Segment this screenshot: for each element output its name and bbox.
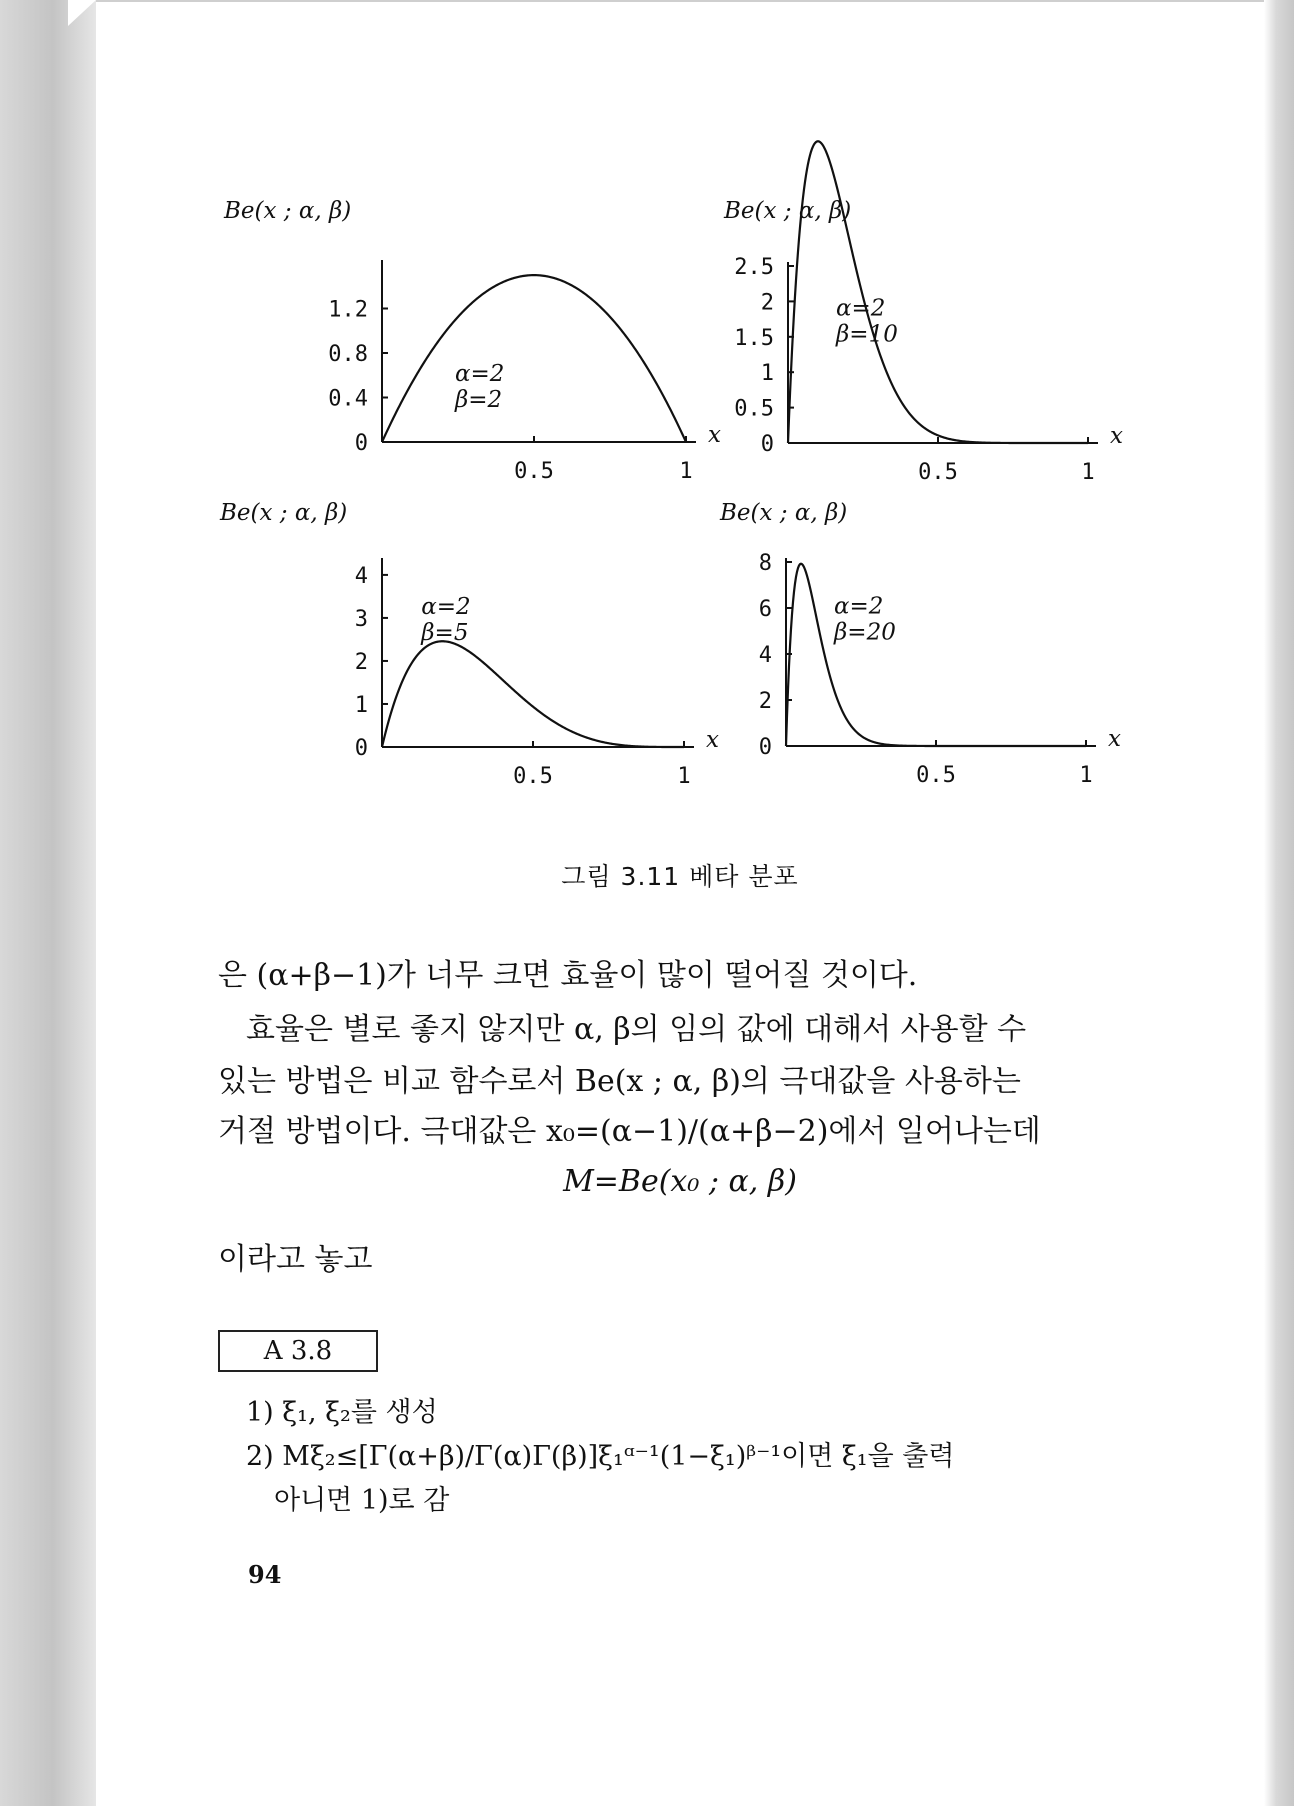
y-tick-label: 0.5 — [734, 396, 774, 422]
chart-4-ylabel: Be(x ; α, β) — [720, 500, 848, 526]
y-tick-label: 1.2 — [328, 297, 368, 323]
x-tick-label: 1 — [677, 764, 691, 789]
x-axis-label: x — [706, 727, 719, 753]
y-tick-label: 4 — [758, 643, 772, 668]
x-tick-label: 1 — [1079, 763, 1093, 788]
algorithm-label: A 3.8 — [218, 1330, 378, 1372]
algorithm-step-3: 아니면 1)로 감 — [274, 1485, 450, 1516]
beta-curve — [382, 275, 686, 442]
chart-3-ylabel: Be(x ; α, β) — [220, 500, 348, 526]
y-tick-label: 3 — [354, 606, 368, 632]
algorithm-step-1: 1) ξ₁, ξ₂를 생성 — [246, 1397, 438, 1428]
paragraph-line-2: 효율은 별로 좋지 않지만 α, β의 임의 값에 대해서 사용할 수 — [246, 1012, 1027, 1047]
chart-3 — [224, 557, 719, 797]
chart-4-svg — [718, 551, 1138, 797]
parameter-annotation: α=2 — [834, 593, 884, 620]
chart-2-ylabel: Be(x ; α, β) — [724, 198, 852, 224]
y-tick-label: 1.5 — [734, 325, 774, 351]
x-tick-label: 0.5 — [513, 764, 553, 789]
x-tick-label: 0.5 — [514, 459, 554, 484]
book-left-edge — [0, 0, 96, 1806]
paragraph-line-4: 거절 방법이다. 극대값은 x₀=(α−1)/(α+β−2)에서 일어나는데 — [218, 1114, 1041, 1149]
paragraph-line-3: 있는 방법은 비교 함수로서 Be(x ; α, β)의 극대값을 사용하는 — [218, 1064, 1021, 1099]
x-axis-label: x — [708, 422, 721, 448]
chart-4 — [718, 551, 1138, 797]
beta-curve — [786, 564, 1086, 746]
beta-curve — [788, 141, 1088, 443]
chart-1 — [224, 252, 721, 492]
x-tick-label: 0.5 — [918, 460, 958, 485]
parameter-annotation: α=2 — [421, 593, 471, 620]
chart-2-svg — [718, 252, 1138, 492]
parameter-annotation: α=2 — [454, 360, 505, 387]
y-tick-label: 2.5 — [734, 255, 774, 280]
parameter-annotation: β=2 — [454, 386, 503, 413]
chart-3-svg — [224, 557, 719, 797]
x-axis-label: x — [1108, 726, 1121, 752]
text-after-formula: 이라고 놓고 — [218, 1242, 373, 1277]
chart-1-ylabel: Be(x ; α, β) — [224, 198, 352, 224]
y-tick-label: 2 — [758, 689, 772, 714]
y-tick-label: 1 — [760, 361, 774, 387]
x-tick-label: 0.5 — [916, 763, 956, 788]
y-tick-label: 1 — [354, 692, 368, 718]
algorithm-step-2: 2) Mξ₂≤[Γ(α+β)/Γ(α)Γ(β)]ξ₁ᵅ⁻¹(1−ξ₁)ᵝ⁻¹이면 ξ₁을 출력 — [246, 1441, 955, 1472]
formula: M=Be(x₀ ; α, β) — [563, 1164, 797, 1199]
y-tick-label: 4 — [354, 563, 368, 589]
parameter-annotation: α=2 — [836, 295, 886, 322]
y-tick-label: 6 — [758, 597, 772, 622]
y-tick-label: 2 — [354, 649, 368, 675]
y-tick-label: 0 — [354, 431, 368, 456]
parameter-annotation: β=10 — [836, 321, 898, 348]
book-corner — [68, 0, 96, 26]
paragraph-line-1: 은 (α+β−1)가 너무 크면 효율이 많이 떨어질 것이다. — [218, 958, 918, 993]
y-tick-label: 8 — [758, 551, 772, 576]
figure-caption: 그림 3.11 베타 분포 — [561, 862, 799, 891]
page-number: 94 — [248, 1560, 282, 1589]
y-tick-label: 0 — [760, 432, 774, 457]
y-tick-label: 0.4 — [328, 386, 368, 412]
book-right-edge — [1264, 0, 1294, 1806]
x-tick-label: 1 — [679, 459, 693, 484]
y-tick-label: 2 — [760, 290, 774, 316]
y-tick-label: 0.8 — [328, 342, 368, 367]
x-axis-label: x — [1110, 423, 1123, 449]
y-tick-label: 0 — [354, 736, 368, 761]
parameter-annotation: β=20 — [834, 619, 896, 646]
x-tick-label: 1 — [1081, 460, 1095, 485]
chart-2 — [718, 252, 1138, 492]
beta-curve — [382, 641, 684, 747]
book-page — [96, 0, 1264, 1808]
y-tick-label: 0 — [758, 735, 772, 760]
chart-1-svg — [224, 252, 721, 492]
parameter-annotation: β=5 — [421, 619, 469, 646]
